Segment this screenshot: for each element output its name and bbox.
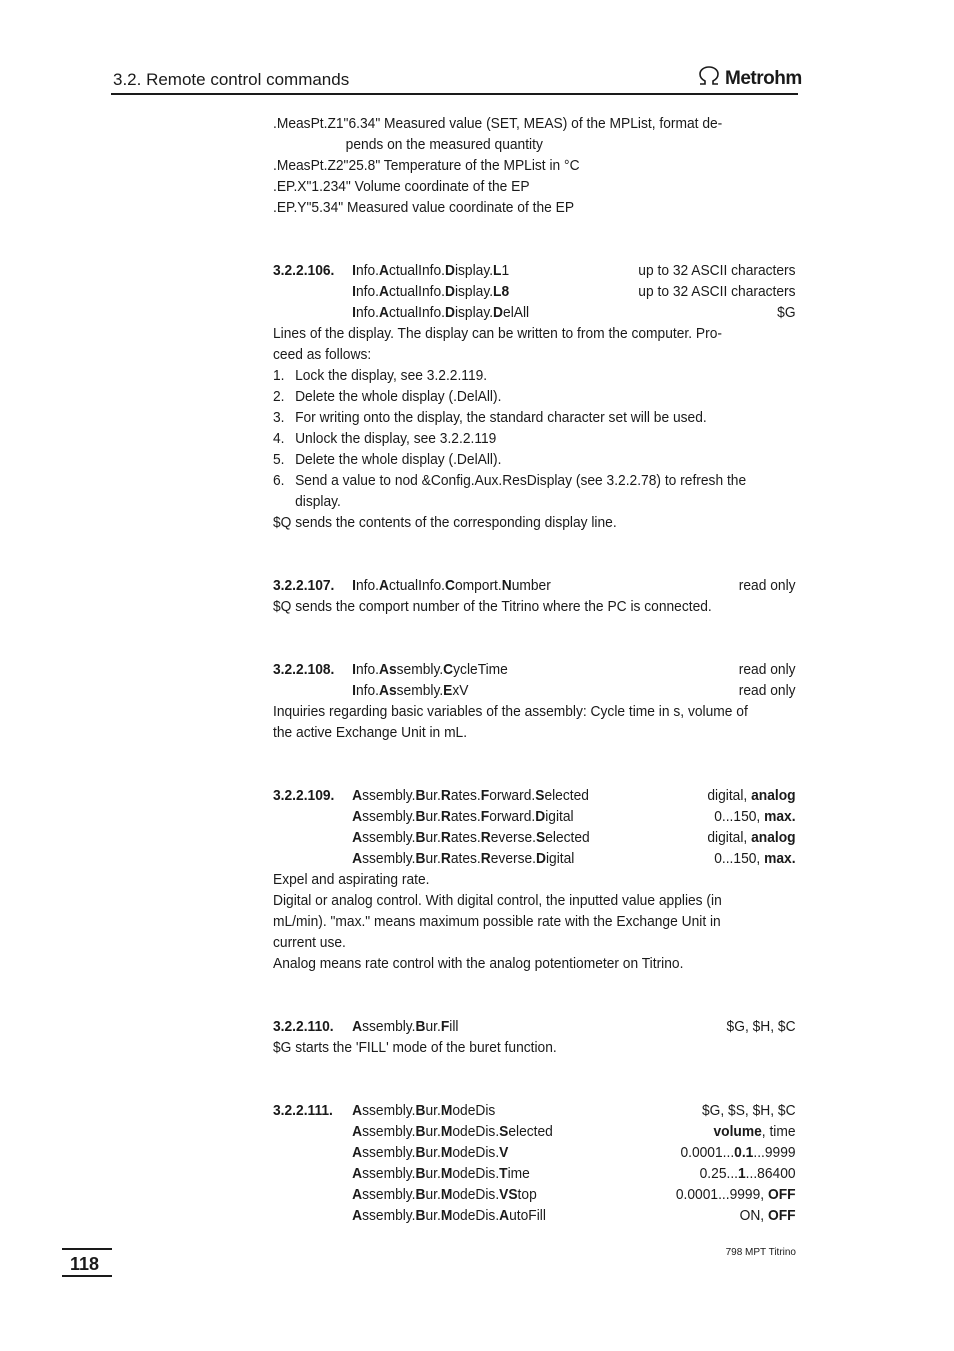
text-run: M [440,1102,453,1119]
command-row [273,302,796,323]
command-value [713,1121,795,1142]
command-value [700,1163,796,1184]
text-run: A [378,577,389,594]
text-run: M [440,1144,453,1161]
text-run: sembly. [396,661,444,678]
text-run: A [352,1207,363,1224]
logo-wordmark: Metrohm [725,67,802,89]
text-run: A [352,808,363,825]
text-run: A [352,787,363,804]
text-run: I [352,283,356,300]
text-run: A [352,1018,363,1035]
text-run: ates. [450,787,481,804]
command-row [273,1205,796,1226]
text-run: D [493,304,504,321]
section-number [273,302,352,323]
text-run: As [378,682,397,699]
text-run: M [440,1186,453,1203]
text-run: ssembly. [362,1144,416,1161]
command-name [352,659,739,680]
text-line: Lines of the display. The display can be written to from the computer. Pro- [273,325,722,342]
text-run: F [480,787,490,804]
text-line: Digital or analog control. With digital control, the inputted value applies (in [273,892,722,909]
text-run: ...9999 [753,1144,796,1161]
text-run: elected [508,1123,553,1140]
command-row [273,1121,796,1142]
text-run: A [378,283,389,300]
list-text: Send a value to nod &Config.Aux.ResDisplay (see 3.2.2.78) to refresh the [295,472,747,489]
text-run: ssembly. [362,1018,416,1035]
omega-icon [697,66,721,91]
text-run: As [378,661,397,678]
command-value [638,260,795,281]
text-run: ime [507,1165,530,1182]
list-number: 1. [273,367,285,384]
text-run: C [444,577,455,594]
text-line: .EP.X"1.234" Volume coordinate of the EP [273,178,530,195]
text-run: 0...150, [714,850,765,867]
text-run: A [352,1165,363,1182]
section-number: 3.2.2.108. [273,661,335,678]
text-run: ur. [425,808,441,825]
command-row [273,1142,796,1163]
text-run: OFF [767,1186,796,1203]
command-name [352,1121,713,1142]
text-run: I [352,577,356,594]
text-run: A [352,829,363,846]
text-run: 0.1 [734,1144,754,1161]
command-value [638,281,795,302]
text-run: nfo. [355,304,379,321]
text-run: S [535,787,545,804]
section-number: 3.2.2.109. [273,787,335,804]
command-row [273,1100,796,1121]
list-number: 2. [273,388,285,405]
command-row [273,281,796,302]
command-name [352,1142,680,1163]
list-number [273,491,295,512]
text-run: E [443,682,453,699]
text-run: everse. [490,850,537,867]
command-section [273,1016,796,1058]
section-number [273,1184,352,1205]
list-text: display. [295,493,341,510]
text-run: S [536,829,546,846]
command-value [714,848,795,869]
section-number [273,827,352,848]
section-number [273,1163,352,1184]
text-run: A [352,1186,363,1203]
text-run: $G [777,304,796,321]
command-name [352,806,714,827]
text-run: B [415,1018,426,1035]
text-run: $G, $S, $H, $C [701,1102,796,1119]
command-section [273,659,796,743]
command-section [273,1100,796,1226]
text-run: digital, [707,829,752,846]
text-run: T [499,1165,508,1182]
text-run: VS [499,1186,518,1203]
text-line: .EP.Y"5.34" Measured value coordinate of the EP [273,199,575,216]
text-run: top [517,1186,537,1203]
command-row [273,827,796,848]
text-run: ur. [425,1186,441,1203]
text-run: odeDis. [452,1207,500,1224]
text-run: $G, $H, $C [726,1018,796,1035]
text-run: A [378,262,389,279]
text-run: B [415,829,426,846]
text-run: odeDis. [452,1123,500,1140]
text-run: I [352,661,356,678]
text-run: ur. [425,829,441,846]
text-run: ...86400 [745,1165,796,1182]
list-item [273,449,796,470]
command-name [352,302,777,323]
footer-product: 798 MPT Titrino [725,1247,796,1258]
command-value [739,680,796,701]
text-run: ssembly. [362,1207,416,1224]
text-run: 0...150, [714,808,765,825]
text-run: R [480,850,491,867]
text-run: A [352,1102,363,1119]
text-run: ssembly. [362,1186,416,1203]
list-number: 5. [273,451,285,468]
section-number [273,1205,352,1226]
command-section [273,575,796,617]
command-row [273,680,796,701]
text-run: utoFill [509,1207,546,1224]
text-run: M [440,1207,453,1224]
text-run: ctualInfo. [388,283,445,300]
command-name [352,1163,700,1184]
page-number: 118 [62,1248,112,1275]
text-run: 1 [738,1165,746,1182]
command-name [352,1205,739,1226]
text-run: ates. [450,829,481,846]
text-run: D [444,262,455,279]
command-row [273,785,796,806]
section-number [273,1142,352,1163]
text-run: ssembly. [362,1102,416,1119]
text-run: A [378,304,389,321]
command-row [273,1163,796,1184]
text-run: A [352,850,363,867]
text-run: ur. [425,1123,441,1140]
text-run: ON, [739,1207,768,1224]
text-run: B [415,1123,426,1140]
text-run: igital [545,850,575,867]
text-run: 0.0001... [680,1144,735,1161]
text-run: isplay. [454,304,494,321]
text-line: Expel and aspirating rate. [273,871,430,888]
text-run: omport. [454,577,502,594]
text-run: V [499,1144,509,1161]
text-run: N [501,577,512,594]
text-run: xV [452,682,469,699]
text-run: read only [738,577,796,594]
text-run: ssembly. [362,1165,416,1182]
list-item [273,365,796,386]
text-run: ur. [425,1144,441,1161]
text-run: B [415,787,426,804]
list-item [273,386,796,407]
text-run: ssembly. [362,850,416,867]
text-run: M [440,1165,453,1182]
command-value [714,806,795,827]
command-value [702,1100,796,1121]
text-run: nfo. [355,577,379,594]
text-run: odeDis. [452,1186,500,1203]
command-name [352,680,739,701]
list-text: For writing onto the display, the standard character set will be used. [295,409,707,426]
command-value [777,302,795,323]
command-value [707,827,795,848]
list-number: 4. [273,430,285,447]
text-run: ssembly. [362,808,416,825]
section-number [273,1121,352,1142]
text-run: , time [761,1123,796,1140]
text-run: up to 32 ASCII characters [638,262,796,279]
text-run: elected [544,787,589,804]
text-run: B [415,1102,426,1119]
section-number: 3.2.2.107. [273,577,335,594]
text-run: D [444,283,455,300]
text-run: ates. [450,808,481,825]
text-run: analog [751,787,796,804]
list-text: Delete the whole display (.DelAll). [295,388,502,405]
text-run: max. [764,850,796,867]
text-run: C [443,661,454,678]
command-name [352,1184,676,1205]
command-value [680,1142,795,1163]
text-run: ur. [425,1102,441,1119]
text-run: B [415,1144,426,1161]
text-run: odeDis [452,1102,496,1119]
text-run: max. [764,808,796,825]
text-line: Inquiries regarding basic variables of the assembly: Cycle time in s, volume of [273,703,748,720]
text-run: A [352,1123,363,1140]
text-run: ctualInfo. [388,577,445,594]
text-run: B [415,850,426,867]
text-run: R [440,829,451,846]
text-run: ycleTime [453,661,508,678]
text-run: elAll [503,304,530,321]
command-value [740,1205,796,1226]
text-run: ur. [425,1207,441,1224]
command-row [273,848,796,869]
text-line: pends on the measured quantity [345,136,543,153]
text-line: $G starts the 'FILL' mode of the buret function. [273,1039,557,1056]
list-item [273,470,796,491]
section-number [273,848,352,869]
text-run: B [415,1207,426,1224]
list-text: Unlock the display, see 3.2.2.119 [295,430,497,447]
page-content [273,113,796,1226]
page-number-rule [62,1275,112,1277]
text-line: $Q sends the contents of the corresponding display line. [273,514,617,531]
text-run: ur. [425,1165,441,1182]
numbered-list [273,365,796,512]
command-value [739,575,796,596]
command-name [352,827,707,848]
text-run: ur. [425,787,441,804]
list-number: 3. [273,409,285,426]
text-run: L8 [493,283,510,300]
text-run: nfo. [355,283,379,300]
text-run: I [352,262,356,279]
text-run: B [415,1165,426,1182]
section-number [273,806,352,827]
command-name [352,1100,702,1121]
text-run: digital, [707,787,752,804]
section-number: 3.2.2.106. [273,262,335,279]
command-section [273,260,796,533]
text-run: R [440,787,451,804]
text-run: orward. [489,787,536,804]
command-value [739,659,796,680]
text-run: R [440,850,451,867]
command-name [352,848,714,869]
text-run: B [415,1186,426,1203]
text-run: volume [713,1123,762,1140]
text-run: D [535,808,546,825]
list-item [273,428,796,449]
text-run: nfo. [355,682,379,699]
command-row [273,1016,796,1037]
text-run: igital [545,808,574,825]
text-run: read only [738,682,796,699]
section-number [273,281,352,302]
text-run: ates. [450,850,481,867]
command-row [273,806,796,827]
text-line: the active Exchange Unit in mL. [273,724,468,741]
text-run: 0.25... [699,1165,739,1182]
command-row [273,575,796,596]
list-item [273,491,796,512]
text-run: isplay. [454,262,494,279]
list-item [273,407,796,428]
list-text: Delete the whole display (.DelAll). [295,451,502,468]
text-run: ssembly. [362,829,416,846]
text-run: ctualInfo. [388,262,445,279]
text-run: B [415,808,426,825]
text-run: F [440,1018,450,1035]
text-run: isplay. [454,283,494,300]
text-run: analog [751,829,796,846]
text-run: odeDis. [452,1165,500,1182]
header-rule [111,93,798,95]
text-run: R [440,808,451,825]
text-run: A [499,1207,510,1224]
text-line: .MeasPt.Z1"6.34" Measured value (SET, MEAS) of the MPList, format de- [273,115,723,132]
command-name [352,281,638,302]
text-run: orward. [489,808,536,825]
command-row [273,659,796,680]
section-number: 3.2.2.111. [273,1102,333,1119]
text-run: elected [545,829,590,846]
text-run: nfo. [355,262,379,279]
list-text: Lock the display, see 3.2.2.119. [295,367,488,384]
command-row [273,260,796,281]
text-run: M [440,1123,453,1140]
command-name [352,575,739,596]
text-run: F [480,808,490,825]
text-line: mL/min). "max." means maximum possible rate with the Exchange Unit in [273,913,721,930]
text-run: I [352,682,356,699]
text-run: ssembly. [362,787,416,804]
text-run: up to 32 ASCII characters [638,283,796,300]
text-line: .MeasPt.Z2"25.8" Temperature of the MPList in °C [273,157,580,174]
text-run: read only [738,661,796,678]
command-value [707,785,795,806]
text-run: D [536,850,546,867]
text-run: odeDis. [452,1144,500,1161]
text-run: ur. [425,850,441,867]
brand-logo [697,66,802,91]
text-run: OFF [767,1207,796,1224]
text-run: A [352,1144,363,1161]
text-run: ur. [425,1018,441,1035]
command-name [352,785,707,806]
section-number [273,680,352,701]
running-header-title: 3.2. Remote control commands [113,70,350,89]
command-section [273,785,796,974]
text-run: sembly. [396,682,444,699]
list-number: 6. [273,472,285,489]
command-value [727,1016,796,1037]
command-row [273,1184,796,1205]
text-run: umber [511,577,551,594]
text-line: ceed as follows: [273,346,372,363]
text-run: ill [449,1018,459,1035]
text-run: ssembly. [362,1123,416,1140]
command-name [352,260,638,281]
text-run: I [352,304,356,321]
text-run: 0.0001...9999, [675,1186,768,1203]
text-run: everse. [490,829,537,846]
text-run: S [499,1123,509,1140]
text-line: Analog means rate control with the analog potentiometer on Titrino. [273,955,684,972]
text-run: 1 [501,262,510,279]
command-name [352,1016,726,1037]
text-run: D [444,304,455,321]
text-line: current use. [273,934,346,951]
text-run: L [493,262,502,279]
text-run: nfo. [355,661,379,678]
text-run: ctualInfo. [388,304,445,321]
text-run: R [480,829,491,846]
text-line: $Q sends the comport number of the Titrino where the PC is connected. [273,598,712,615]
section-number: 3.2.2.110. [273,1018,334,1035]
command-value [676,1184,796,1205]
